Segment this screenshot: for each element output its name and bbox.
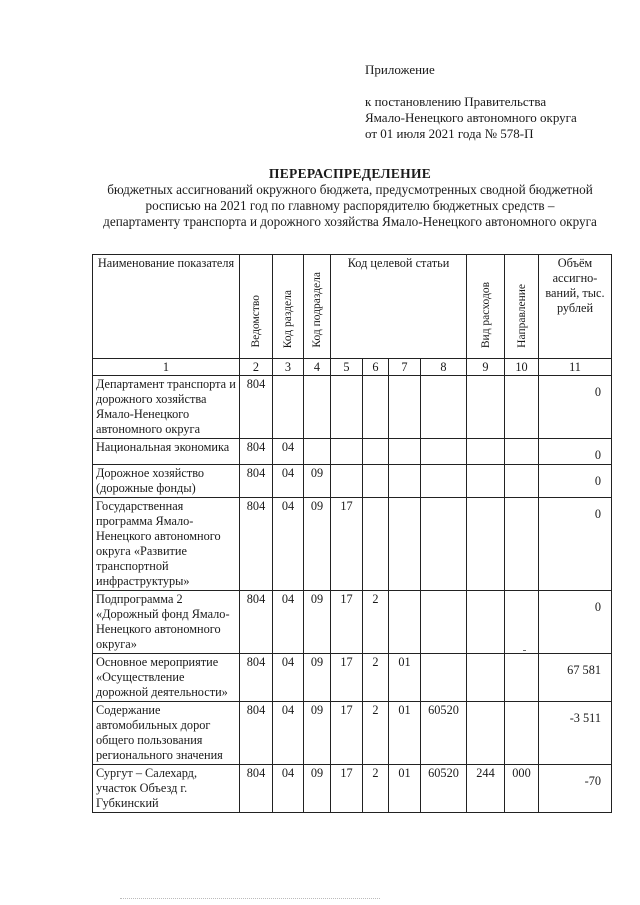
row-expense-type [467, 465, 505, 498]
header-row [93, 255, 612, 359]
row-section: 04 [273, 654, 304, 702]
decree-line-2: Ямало-Ненецкого автономного округа [365, 110, 577, 125]
row-target-2 [363, 376, 389, 439]
row-expense-type [467, 654, 505, 702]
table-row [93, 439, 612, 465]
row-name: Основное мероприятие «Осуществление дорожной деятельности» [93, 654, 240, 702]
column-number-row [93, 359, 612, 376]
row-name: Подпрограмма 2 «Дорожный фонд Ямало-Ненецкого автономного округа» [93, 591, 240, 654]
row-expense-type [467, 498, 505, 591]
row-subsection: 09 [304, 765, 331, 813]
row-target-1: 17 [331, 765, 363, 813]
row-subsection [304, 439, 331, 465]
row-department: 804 [240, 765, 273, 813]
column-number: 6 [363, 359, 389, 376]
appendix-header [365, 62, 635, 142]
row-expense-type [467, 439, 505, 465]
row-direction [505, 498, 539, 591]
row-name: Департамент транспорта и дорожного хозяйства Ямало-Ненецкого автономного округа [93, 376, 240, 439]
row-target-1 [331, 465, 363, 498]
row-section: 04 [273, 765, 304, 813]
row-target-4 [421, 465, 467, 498]
row-section: 04 [273, 465, 304, 498]
row-target-3 [389, 465, 421, 498]
row-name: Государственная программа Ямало-Ненецкого автономного округа «Развитие транспортной инфраструктуры» [93, 498, 240, 591]
row-volume: 67 581 [539, 654, 612, 702]
row-target-3 [389, 439, 421, 465]
header-target: Код целевой статьи [331, 255, 467, 359]
title-line-2: росписью на 2021 год по главному распорядителю бюджетных средств – [145, 198, 555, 213]
header-section [273, 255, 304, 359]
decree-line-3: от 01 июля 2021 года № 578-П [365, 126, 534, 141]
title-line-3: департаменту транспорта и дорожного хозяйства Ямало-Ненецкого автономного округа [103, 214, 597, 229]
row-name: Сургут – Салехард, участок Объезд г. Губкинский [93, 765, 240, 813]
row-department: 804 [240, 591, 273, 654]
row-volume: 0 [539, 376, 612, 439]
column-number: 11 [539, 359, 612, 376]
row-expense-type: 244 [467, 765, 505, 813]
header-subsection [304, 255, 331, 359]
row-volume: -3 511 [539, 702, 612, 765]
header-department-label: Ведомство [250, 295, 262, 348]
column-number: 10 [505, 359, 539, 376]
row-direction [505, 702, 539, 765]
column-number: 1 [93, 359, 240, 376]
row-target-3 [389, 591, 421, 654]
row-direction [505, 591, 539, 654]
row-target-1: 17 [331, 654, 363, 702]
row-target-1: 17 [331, 702, 363, 765]
row-target-1: 17 [331, 591, 363, 654]
row-subsection: 09 [304, 702, 331, 765]
row-expense-type [467, 591, 505, 654]
table-row [93, 591, 612, 654]
row-department: 804 [240, 465, 273, 498]
row-department: 804 [240, 654, 273, 702]
column-number: 9 [467, 359, 505, 376]
header-expense-type [467, 255, 505, 359]
table-row [93, 765, 612, 813]
row-target-2: 2 [363, 702, 389, 765]
header-direction-label: Направление [515, 284, 528, 348]
row-volume: 0 [539, 498, 612, 591]
row-target-2: 2 [363, 765, 389, 813]
budget-table [92, 254, 612, 813]
row-department: 804 [240, 498, 273, 591]
row-name: Дорожное хозяйство (дорожные фонды) [93, 465, 240, 498]
title-line-1: бюджетных ассигнований окружного бюджета, предусмотренных сводной бюджетной [107, 182, 593, 197]
header-expense-type-label: Вид расходов [479, 281, 492, 348]
document-title [100, 166, 600, 230]
column-number: 5 [331, 359, 363, 376]
row-target-1: 17 [331, 498, 363, 591]
row-name: Национальная экономика [93, 439, 240, 465]
row-target-2: 2 [363, 591, 389, 654]
header-subsection-label: Код подраздела [311, 272, 323, 348]
column-number: 7 [389, 359, 421, 376]
row-target-1 [331, 439, 363, 465]
row-name: Содержание автомобильных дорог общего пользования регионального значения [93, 702, 240, 765]
row-target-3: 01 [389, 765, 421, 813]
row-volume: 0 [539, 439, 612, 465]
row-target-4: 60520 [421, 702, 467, 765]
row-target-2: 2 [363, 654, 389, 702]
row-target-4 [421, 591, 467, 654]
table-row [93, 376, 612, 439]
row-target-2 [363, 498, 389, 591]
header-department [240, 255, 273, 359]
row-target-4 [421, 376, 467, 439]
row-direction: 000 [505, 765, 539, 813]
row-section: 04 [273, 702, 304, 765]
row-target-3: 01 [389, 654, 421, 702]
decree-line-1: к постановлению Правительства [365, 94, 547, 109]
row-expense-type [467, 376, 505, 439]
column-number: 3 [273, 359, 304, 376]
scan-mark [523, 650, 526, 651]
row-subsection [304, 376, 331, 439]
row-section: 04 [273, 439, 304, 465]
header-direction [505, 255, 539, 359]
table-row [93, 702, 612, 765]
title-main: ПЕРЕРАСПРЕДЕЛЕНИЕ [268, 166, 432, 181]
column-number: 2 [240, 359, 273, 376]
table-row [93, 654, 612, 702]
row-target-4: 60520 [421, 765, 467, 813]
row-target-4 [421, 654, 467, 702]
row-department: 804 [240, 702, 273, 765]
row-direction [505, 465, 539, 498]
row-direction [505, 654, 539, 702]
row-volume: -70 [539, 765, 612, 813]
row-subsection: 09 [304, 654, 331, 702]
row-section: 04 [273, 591, 304, 654]
row-target-2 [363, 465, 389, 498]
row-direction [505, 376, 539, 439]
table-row [93, 465, 612, 498]
row-section: 04 [273, 498, 304, 591]
row-target-2 [363, 439, 389, 465]
column-number: 4 [304, 359, 331, 376]
row-subsection: 09 [304, 465, 331, 498]
scan-edge-noise [120, 898, 380, 900]
column-number: 8 [421, 359, 467, 376]
row-target-4 [421, 439, 467, 465]
row-volume: 0 [539, 591, 612, 654]
header-volume: Объём ассигно-ваний, тыс. рублей [539, 255, 612, 359]
row-expense-type [467, 702, 505, 765]
row-target-3: 01 [389, 702, 421, 765]
header-name: Наименование показателя [93, 255, 240, 359]
row-department: 804 [240, 439, 273, 465]
header-section-label: Код раздела [282, 289, 294, 348]
row-target-3 [389, 376, 421, 439]
row-section [273, 376, 304, 439]
row-target-4 [421, 498, 467, 591]
row-direction [505, 439, 539, 465]
appendix-label: Приложение [365, 62, 435, 77]
row-subsection: 09 [304, 498, 331, 591]
row-department: 804 [240, 376, 273, 439]
row-volume: 0 [539, 465, 612, 498]
table-row [93, 498, 612, 591]
row-target-1 [331, 376, 363, 439]
row-subsection: 09 [304, 591, 331, 654]
row-target-3 [389, 498, 421, 591]
